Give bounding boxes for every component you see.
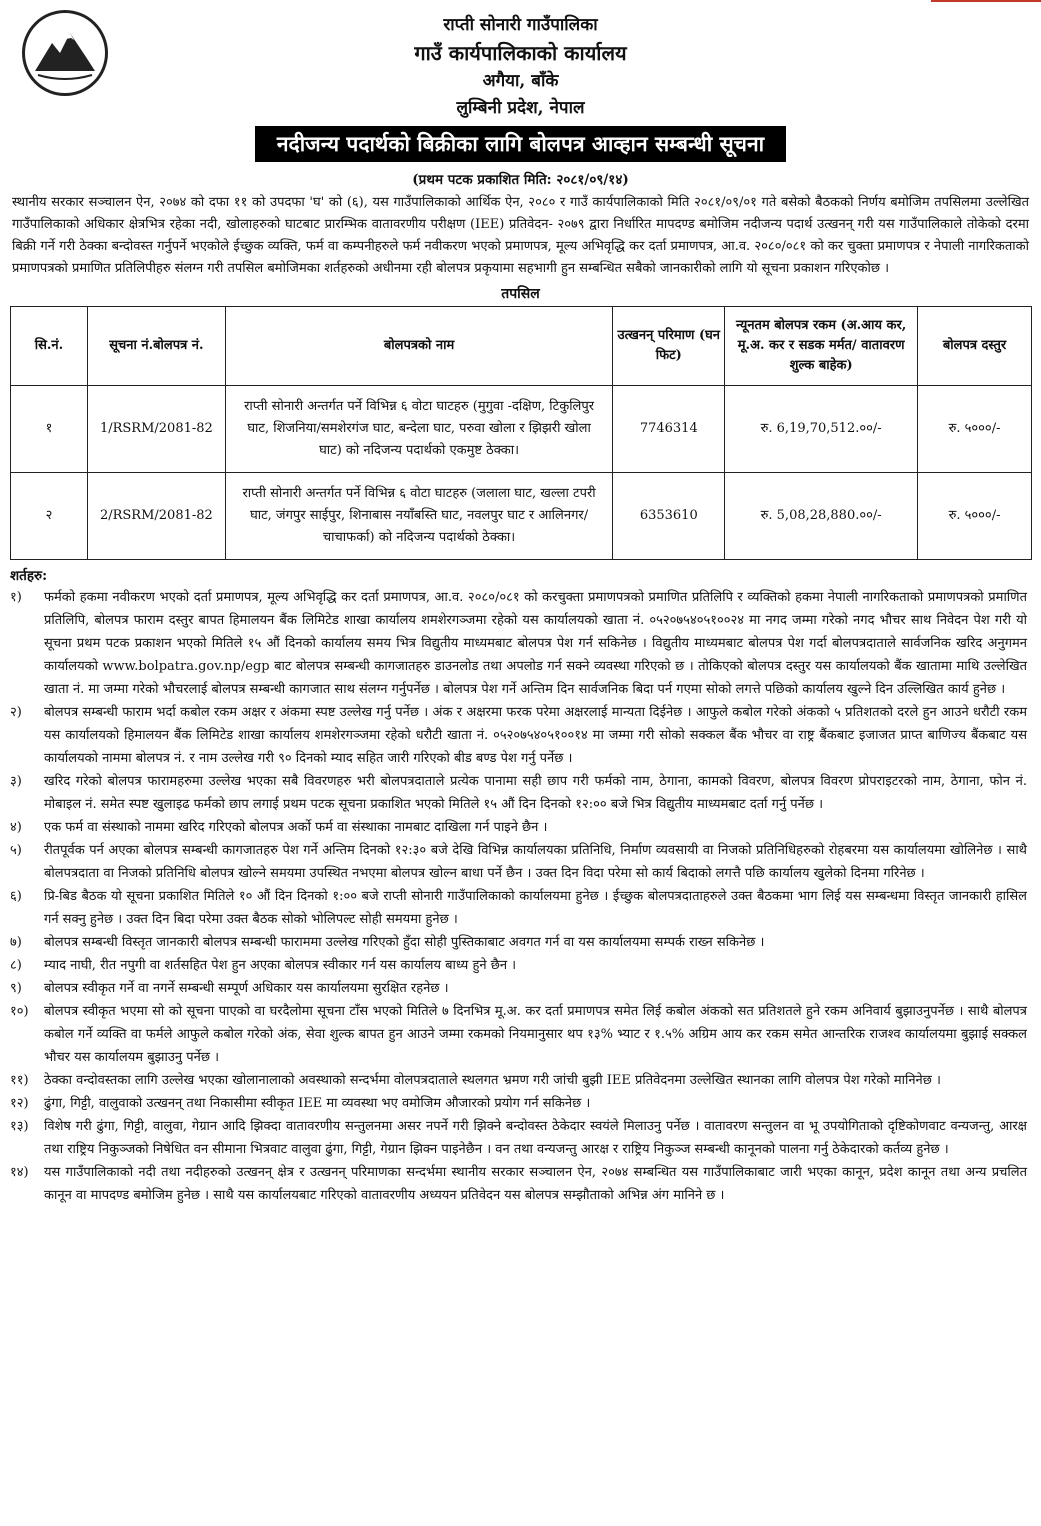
term-number: ५) [10,843,22,858]
office-name: गाउँ कार्यपालिकाको कार्यालय [414,41,627,65]
col-header-quantity: उत्खनन् परिमाण (घन फिट) [613,307,725,386]
cell-quantity: 6353610 [613,473,725,560]
cell-notice: 2/RSRM/2081-82 [87,473,225,560]
term-text: बोलपत्र स्वीकृत भएमा सो को सूचना पाएको वा घरदैलोमा सूचना टाँस भएको मितिले ७ दिनभित्र मू.अ. कर दर्ता प्रमाणपत्र समेत लिई कबोल अंकको सत प्रतिशतले हुने रकम अनिवार्य बुझाउनुपर्नेछ । साथै बोलपत्र कबोल गर्ने व्यक्ति वा फर्मले आफुले कबोल गरेको अंक, सेवा शुल्क बापत हुन आउने जम्मा रकमको नियमानुसार थप १३% भ्याट र १.५% अग्रिम आय कर रकम समेत आन्तरिक राजश्व कार्यालयमा बुझाई सक्कल भौचर यस कार्यालयम बुझाउनु पर्नेछ । [44,1004,1027,1065]
term-item [10,586,1031,701]
term-text: विशेष गरी ढुंगा, गिट्टी, वालुवा, गेग्रान आदि झिक्दा वातावरणीय सन्तुलनमा असर नपर्ने गरी झिक्ने बन्दोवस्त ठेकेदार स्वयंले मिलाउनु पर्नेछ । वातावरण सन्तुलन वा भू उपयोगिताको दृष्टिकोणवाट वन्यजन्तु, आरक्ष तथा राष्ट्रिय निकुञ्जको निषेधित वन सीमाना भित्रवाट वालुवा ढुंगा, गिट्टी, गेग्रान झिक्न पाइनेछैन । वन तथा वन्यजन्तु आरक्ष र राष्ट्रिय निकुञ्ज सम्बन्धी कानूनको पालना गर्नु ठेकेदारको कर्तव्य हुनेछ । [44,1119,1027,1157]
table-caption: तपसिल [501,286,540,302]
notice-title-banner: नदीजन्य पदार्थको बिक्रीका लागि बोलपत्र आव्हान सम्बन्धी सूचना [255,126,786,162]
term-text: खरिद गरेको बोलपत्र फारामहरुमा उल्लेख भएका सबै विवरणहरु भरी बोलपत्रदाताले प्रत्येक पानामा सही छाप गरी फर्मको नाम, ठेगाना, कामको विवरण, बोलपत्र विवरण प्रोपराइटरको नाम, ठेगाना, फोन नं. मोबाइल नं. समेत स्पष्ट खुलाइढ फर्मको छाप लगाई प्रथम पटक सूचना प्रकाशित भएको मितिले १५ औं दिन दिनको १२:०० बजे भित्र विद्युतीय माध्यमबाट दर्ता गर्नु पर्नेछ । [44,774,1027,812]
term-text: यस गाउँपालिकाको नदी तथा नदीहरुको उत्खनन् क्षेत्र र उत्खनन् परिमाणका सन्दर्भमा स्थानीय सरकार सञ्चालन ऐन, २०७४ सम्बन्धित यस गाउँपालिकाबाट जारी भएका कानून, प्रदेश कानून तथा अन्य प्रचलित कानून वा मापदण्ड बमोजिम हुनेछ । साथै यस कार्यालयबाट गरिएको वातावरणीय अध्ययन प्रतिवेदन यस बोलपत्र सम्झौताको अभिन्न अंग मानिने छ । [44,1165,1027,1203]
term-text: प्रि-बिड बैठक यो सूचना प्रकाशित मितिले १० औं दिन दिनको १:०० बजे राप्ती सोनारी गाउँपालिकाको कार्यालयमा हुनेछ । ईच्छुक बोलपत्रदाताहरुले उक्त बैठकमा भाग लिई यस सम्बन्धमा विस्तृत जानकारी हासिल गर्न सक्नु हुनेछ । उक्त दिन बिदा परेमा उक्त बैठक सोको भोलिपल्ट सोही समयमा हुनेछ । [44,889,1027,927]
bid-details-table [10,306,1032,560]
office-header [10,0,1031,162]
term-text: बोलपत्र स्वीकृत गर्ने वा नगर्ने सम्बन्धी सम्पूर्ण अधिकार यस कार्यालयमा सुरक्षित रहनेछ । [44,981,449,996]
term-number: १०) [10,1004,29,1019]
term-number: ७) [10,935,22,950]
term-item [10,701,1031,770]
cell-notice: 1/RSRM/2081-82 [87,386,225,473]
term-number: १२) [10,1096,29,1111]
cell-fee: रु. ५०००/- [918,386,1032,473]
term-number: ११) [10,1073,29,1088]
top-accent-line [931,0,1041,2]
term-text: म्याद नाघी, रीत नपुगी वा शर्तसहित पेश हुन अएका बोलपत्र स्वीकार गर्न यस कार्यालय बाध्य हुने छैन । [44,958,517,973]
term-item [10,1161,1031,1207]
terms-list [10,586,1031,1207]
term-item [10,1069,1031,1092]
term-number: ९) [10,981,22,996]
table-row [11,386,1032,473]
term-text: ठेक्का वन्दोवस्तका लागि उल्लेख भएका खोलानालाको अवस्थाको सन्दर्भमा वोलपत्रदाताले स्थलगत भ्रमण गरी जांची बुझी IEE प्रतिवेदनमा उल्लेखित स्थानका लागि वोलपत्र पेश गरेको मानिनेछ । [44,1073,941,1088]
term-text: बोलपत्र सम्बन्धी विस्तृत जानकारी बोलपत्र सम्बन्धी फाराममा उल्लेख गरिएको हुँदा सोही पुस्तिकाबाट अवगत गर्न वा यस कार्यालयमा सम्पर्क राख्न सकिनेछ । [44,935,765,950]
intro-paragraph: स्थानीय सरकार सञ्चालन ऐन, २०७४ को दफा ११ को उपदफा 'घ' को (६), यस गाउँपालिकाको आर्थिक ऐन, २०८० र गाउँ कार्यपालिकाको मिति २०८१/०९/०१ गते बसेको बैठकको निर्णय बमोजिम तपसिलमा उल्लेखित गाउँपालिकाको अधिकार क्षेत्रभित्र रहेका नदी, खोलाहरुको घाटबाट प्रारम्भिक वातावरणीय परीक्षण (IEE) प्रतिवेदन- २०७९ द्वारा निर्धारित मापदण्ड बमोजिम नदीजन्य पदार्थ उत्खनन् गरी यस गाउँपालिकाले तोकेको दरमा बिक्री गर्ने गरी ठेक्का बन्दोवस्त गर्नुपर्ने भएकोले ईच्छुक व्यक्ति, फर्म वा कम्पनीहरुले फर्म नवीकरण भएको प्रमाणपत्र, मूल्य अभिवृद्धि कर दर्ता प्रमाणपत्र, आ.व. २०८०/०८१ को कर चुक्ता प्रमाणपत्र र नेपाली नागरिकताको प्रमाणपत्रको प्रमाणित प्रतिलिपीहरु संलग्न गरी तपसिल बमोजिमका शर्तहरुको अधीनमा रही बोलपत्र प्रकृयामा सहभागी हुन सम्बन्धित सबैको जानकारीको लागि यो सूचना प्रकाशन गरिएकोछ । [12,195,1029,276]
cell-sn: २ [11,473,88,560]
term-text: ढुंगा, गिट्टी, वालुवाको उत्खनन् तथा निकासीमा स्वीकृत IEE मा व्यवस्था भए वमोजिम औजारको प्रयोग गर्न सकिनेछ । [44,1096,591,1111]
table-row [11,473,1032,560]
term-item [10,770,1031,816]
col-header-name: बोलपत्रको नाम [225,307,612,386]
cell-quantity: 7746314 [613,386,725,473]
term-text: एक फर्म वा संस्थाको नाममा खरिद गरिएको बोलपत्र अर्को फर्म वा संस्थाका नामबाट दाखिला गर्न पाइने छैन । [44,820,548,835]
col-header-amount: न्यूनतम बोलपत्र रकम (अ.आय कर, मू.अ. कर र सडक मर्मत/ वातावरण शुल्क बाहेक) [725,307,918,386]
terms-heading: शर्तहरु: [10,568,48,584]
term-item [10,839,1031,885]
term-item [10,977,1031,1000]
col-header-notice: सूचना नं.बोलपत्र नं. [87,307,225,386]
publication-date: (प्रथम पटक प्रकाशित मिति: २०८१/०९/१४) [412,172,629,188]
term-item [10,1115,1031,1161]
term-text: रीतपूर्वक पर्न अएका बोलपत्र सम्बन्धी कागजातहरु पेश गर्ने अन्तिम दिनको १२:३० बजे देखि विभिन्न कार्यालयका प्रतिनिधि, निर्माण व्यवसायी वा निजको प्रतिनिधिहरुको रोहबरमा यस कार्यालयमा खोलिनेछ । साथै बोलपत्रदाता वा निजको प्रतिनिधि बोलपत्र खोल्ने समयमा उपस्थित नभएमा बोलपत्र खोल्न बाधा पर्ने छैन । उक्त दिन विदा परेमा सो कार्य बिदाको लगत्तै पछि कार्यालय खुलेको दिनमा गरिनेछ । [44,843,1027,881]
term-text: बोलपत्र सम्बन्धी फाराम भर्दा कबोल रकम अक्षर र अंकमा स्पष्ट उल्लेख गर्नु पर्नेछ । अंक र अक्षरमा फरक परेमा अक्षरलाई मान्यता दिईनेछ । आफुले कबोल गरेको अंकको ५ प्रतिशतको दरले हुन आउने धरौटी रकम यस कार्यालयको हिमालयन बैंक लिमिटेड शाखा कार्यालय शमशेरगञ्जमा रहेको धरौटी खाता नं. ०५२०७५४०५१००१४ मा जम्मा गरी सोको सक्कल बैंक भौचर वा राष्ट्र बैंकबाट इजाजत प्राप्त बाणिज्य बैंकबाट यस कार्यालयको नाममा बोलपत्र नं. र नाम उल्लेख गरी ९० दिनको म्याद सहित जारी गरिएको बीड बण्ड पेश गर्नु पर्नेछ । [44,705,1027,766]
col-header-sn: सि.नं. [11,307,88,386]
term-number: १४) [10,1165,29,1180]
term-item [10,816,1031,839]
term-number: १३) [10,1119,29,1134]
cell-sn: १ [11,386,88,473]
cell-fee: रु. ५०००/- [918,473,1032,560]
term-number: २) [10,705,22,720]
term-item [10,1000,1031,1069]
term-text: फर्मको हकमा नवीकरण भएको दर्ता प्रमाणपत्र, मूल्य अभिवृद्धि कर दर्ता प्रमाणपत्र, आ.व. २०८०/०८१ को करचुक्ता प्रमाणपत्रको प्रमाणित प्रतिलिपि र व्यक्तिको हकमा नेपाली नागरिकताको प्रमाणपत्रको प्रमाणित प्रतिलिपि, बोलपत्र फाराम दस्तुर बापत हिमालयन बैंक लिमिटेड शाखा कार्यालय शमशेरगञ्जमा रहेको यस कार्यालयको खाता नं. ०५२०७५४०५१००२४ मा नगद जम्मा गरेको नगद भौचर साथ निवेदन पेश गरी यो सूचना प्रथम पटक प्रकाशन भएको मितिले १५ औं दिनको कार्यालय समय भित्र विद्युतीय माध्यमबाट बोलपत्र पेश गर्न सकिनेछ । विद्युतीय माध्यमबाट बोलपत्र पेश गर्दा बोलपत्रदाताले सार्वजनिक खरिद अनुगमन कार्यालयको www.bolpatra.gov.np/egp बाट बोलपत्र सम्बन्धी कागजातहरु डाउनलोड तथा अपलोड गर्न सक्ने व्यवस्था गरिएको छ । तोकिएको बोलपत्र दस्तुर यस कार्यालयको बैंक खातामा माथि उल्लेखित खाता नं. मा जम्मा गरेको भौचरलाई बोलपत्र सम्बन्धी कागजात साथ संलग्न गर्नुपर्नेछ । बोलपत्र पेश गर्ने अन्तिम दिन सार्वजनिक बिदा पर्न गएमा सोको लगत्ते पछिको कार्यालय खुल्ने दिन उल्लिखित कार्य हुनेछ । [44,590,1027,697]
government-emblem-logo [22,10,108,96]
term-item [10,954,1031,977]
cell-amount: रु. 6,19,70,512.००/- [725,386,918,473]
cell-amount: रु. 5,08,28,880.००/- [725,473,918,560]
term-item [10,885,1031,931]
term-item [10,1092,1031,1115]
col-header-fee: बोलपत्र दस्तुर [918,307,1032,386]
cell-name: राप्ती सोनारी अन्तर्गत पर्ने विभिन्न ६ वोटा घाटहरु (जलाला घाट, खल्ला टपरी घाट, जंगपुर साईपुर, शिनाबास नयाँबस्ति घाट, नवलपुर घाट र आलिनगर/चाचाफर्का) को नदिजन्य पदार्थको ठेक्का। [225,473,612,560]
term-item [10,931,1031,954]
term-number: ६) [10,889,22,904]
term-number: १) [10,590,22,605]
mountain-emblem-icon [30,23,100,83]
province-address: लुम्बिनी प्रदेश, नेपाल [456,98,585,118]
term-number: ३) [10,774,22,789]
municipality-name: राप्ती सोनारी गाउँपालिका [443,15,598,35]
office-address: अगैया, बाँके [482,71,559,91]
term-number: ८) [10,958,22,973]
term-number: ४) [10,820,22,835]
table-header-row [11,307,1032,386]
cell-name: राप्ती सोनारी अन्तर्गत पर्ने विभिन्न ६ वोटा घाटहरु (मुगुवा -दक्षिण, टिकुलिपुर घाट, शिजनिया/समशेरगंज घाट, बन्देला घाट, परुवा खोला र झिझरी खोला घाट) को नदिजन्य पदार्थको एकमुष्ट ठेक्का। [225,386,612,473]
